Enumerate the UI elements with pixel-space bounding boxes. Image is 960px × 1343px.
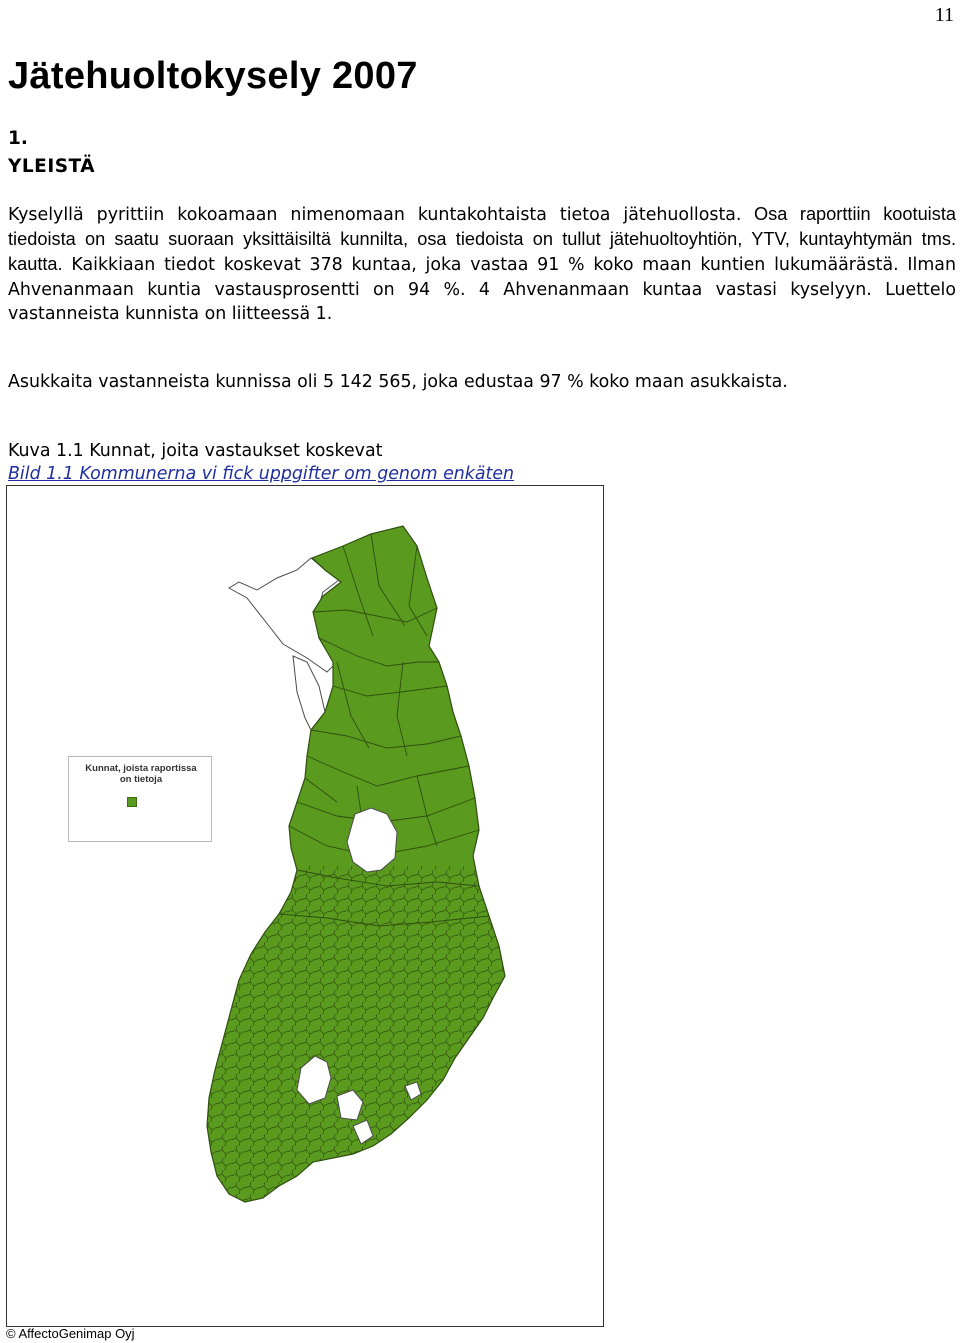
legend-swatch-responded [127,797,137,807]
figure-caption-swedish[interactable]: Bild 1.1 Kommunerna vi fick uppgifter om genom enkäten [8,464,515,484]
population-paragraph: Asukkaita vastanneista kunnissa oli 5 142 565, joka edustaa 97 % koko maan asukkaista. [8,372,788,392]
no-data-region-central-north [347,808,397,872]
intro-sentence-1: Kyselyllä pyrittiin kokoamaan nimenomaan kuntakohtaista tietoa jätehuollosta. [8,205,742,225]
map-canvas [7,486,603,1326]
page-number: 11 [934,4,954,26]
map-legend [68,756,212,842]
intro-sentence-2: Osa raporttiin kootuista tiedoista on saatu suoraan yksittäisiltä kunnilta, osa tiedoista on tullut jätehuoltoyhtiön, YTV, kuntayhtymän tms. kautta. [8,204,956,275]
intro-paragraph [8,202,956,326]
figure-caption-finnish: Kuva 1.1 Kunnat, joita vastaukset koskevat [8,441,383,461]
document-title: Jätehuoltokysely 2007 [8,55,418,97]
section-title: YLEISTÄ [8,156,96,177]
section-number: 1. [8,128,28,149]
finland-municipality-map [6,485,604,1327]
intro-sentence-3: Kaikkiaan tiedot koskevat 378 kuntaa, joka vastaa 91 % koko maan kuntien lukumäärästä. Ilman Ahvenanmaan kuntia vastausprosentti on 94 %. 4 Ahvenanmaan kuntaa vastasi kyselyyn. Luettelo vastanneista kunnista on liitteessä 1. [8,255,956,324]
map-credit: © AffectoGenimap Oyj [6,1326,135,1341]
legend-title: Kunnat, joista raportissa on tietoja [85,763,197,785]
